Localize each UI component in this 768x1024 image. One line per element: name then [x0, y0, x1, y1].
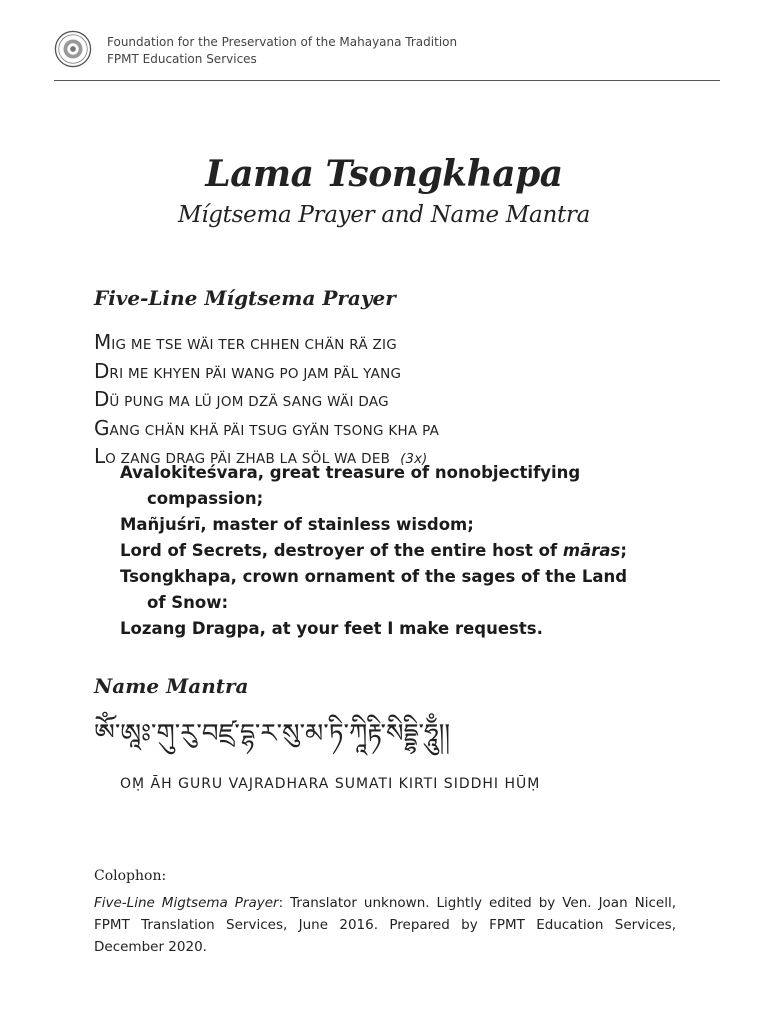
repeat-note: (3x) [400, 452, 428, 467]
initial-cap: D [94, 387, 110, 411]
colophon-text [94, 892, 676, 958]
translit-line [94, 387, 439, 416]
prayer-heading: Five-Line Mígtsema Prayer [94, 286, 396, 310]
translit-line [94, 330, 439, 359]
page-title: Lama Tsongkhapa [205, 153, 563, 195]
translit-line [94, 359, 439, 388]
emphasis-text: māras [562, 541, 621, 560]
tibetan-mantra: ཨོཾ་ཨཱཿ་གུ་རུ་བཛྲ་དྷ་ར་སུ་མ་ཏི་ཀཱིརྟི་སིདྡྷི་ཧཱུྃ།། [94, 719, 451, 749]
line-text: O ZANG DRAG PÄI ZHAB LA SÖL WA DEB [105, 451, 391, 467]
translation-line: Tsongkhapa, crown ornament of the sages of the Land of Snow: [120, 567, 628, 612]
title-block [0, 152, 768, 230]
fpmt-seal-icon [54, 30, 92, 68]
colophon-label: Colophon: [94, 868, 167, 884]
mantra-transliteration: OṂ ĀH GURU VAJRADHARA SUMATI KIRTI SIDDHI HŪṂ [120, 776, 541, 792]
initial-cap: L [94, 444, 106, 468]
line-text: Ü PUNG MA LÜ JOM DZÄ SANG WÄI DAG [109, 394, 389, 410]
line-text: Lord of Secrets, destroyer of the entire host of [120, 541, 563, 560]
org-name-line1: Foundation for the Preservation of the Mahayana Tradition [107, 35, 458, 49]
line-text: IG ME TSE WÄI TER CHHEN CHÄN RÄ ZIG [111, 337, 398, 353]
line-text: ANG CHÄN KHÄ PÄI TSUG GYÄN TSONG KHA PA [109, 422, 440, 439]
page-subtitle: Mígtsema Prayer and Name Mantra [177, 202, 591, 228]
translation-line: Mañjuśrī, master of stainless wisdom; [120, 515, 474, 534]
translation-line: Avalokiteśvara, great treasure of nonobjectifying compassion; [120, 463, 581, 508]
initial-cap: G [94, 415, 110, 440]
translation-line [120, 538, 640, 564]
colophon-title: Five-Line Migtsema Prayer [94, 895, 279, 911]
line-text: ; [620, 541, 627, 560]
org-name-line2: FPMT Education Services [107, 52, 257, 66]
line-text: RI ME KHYEN PÄI WANG PO JAM PÄL YANG [109, 365, 402, 382]
translit-line [94, 416, 439, 445]
translation-line: Lozang Dragpa, at your feet I make requests. [120, 619, 543, 638]
colophon-body: : Translator unknown. Lightly edited by Ven. Joan Nicell, FPMT Translation Services, June 2016. Prepared by FPMT Education Services, December 2020. [94, 895, 676, 955]
initial-cap: M [94, 330, 112, 354]
prayer-translation [120, 460, 640, 642]
prayer-transliteration [94, 330, 439, 473]
header-divider [54, 80, 720, 81]
initial-cap: D [94, 358, 110, 383]
org-name [107, 34, 457, 68]
page-header [54, 28, 720, 82]
mantra-heading: Name Mantra [94, 674, 249, 698]
